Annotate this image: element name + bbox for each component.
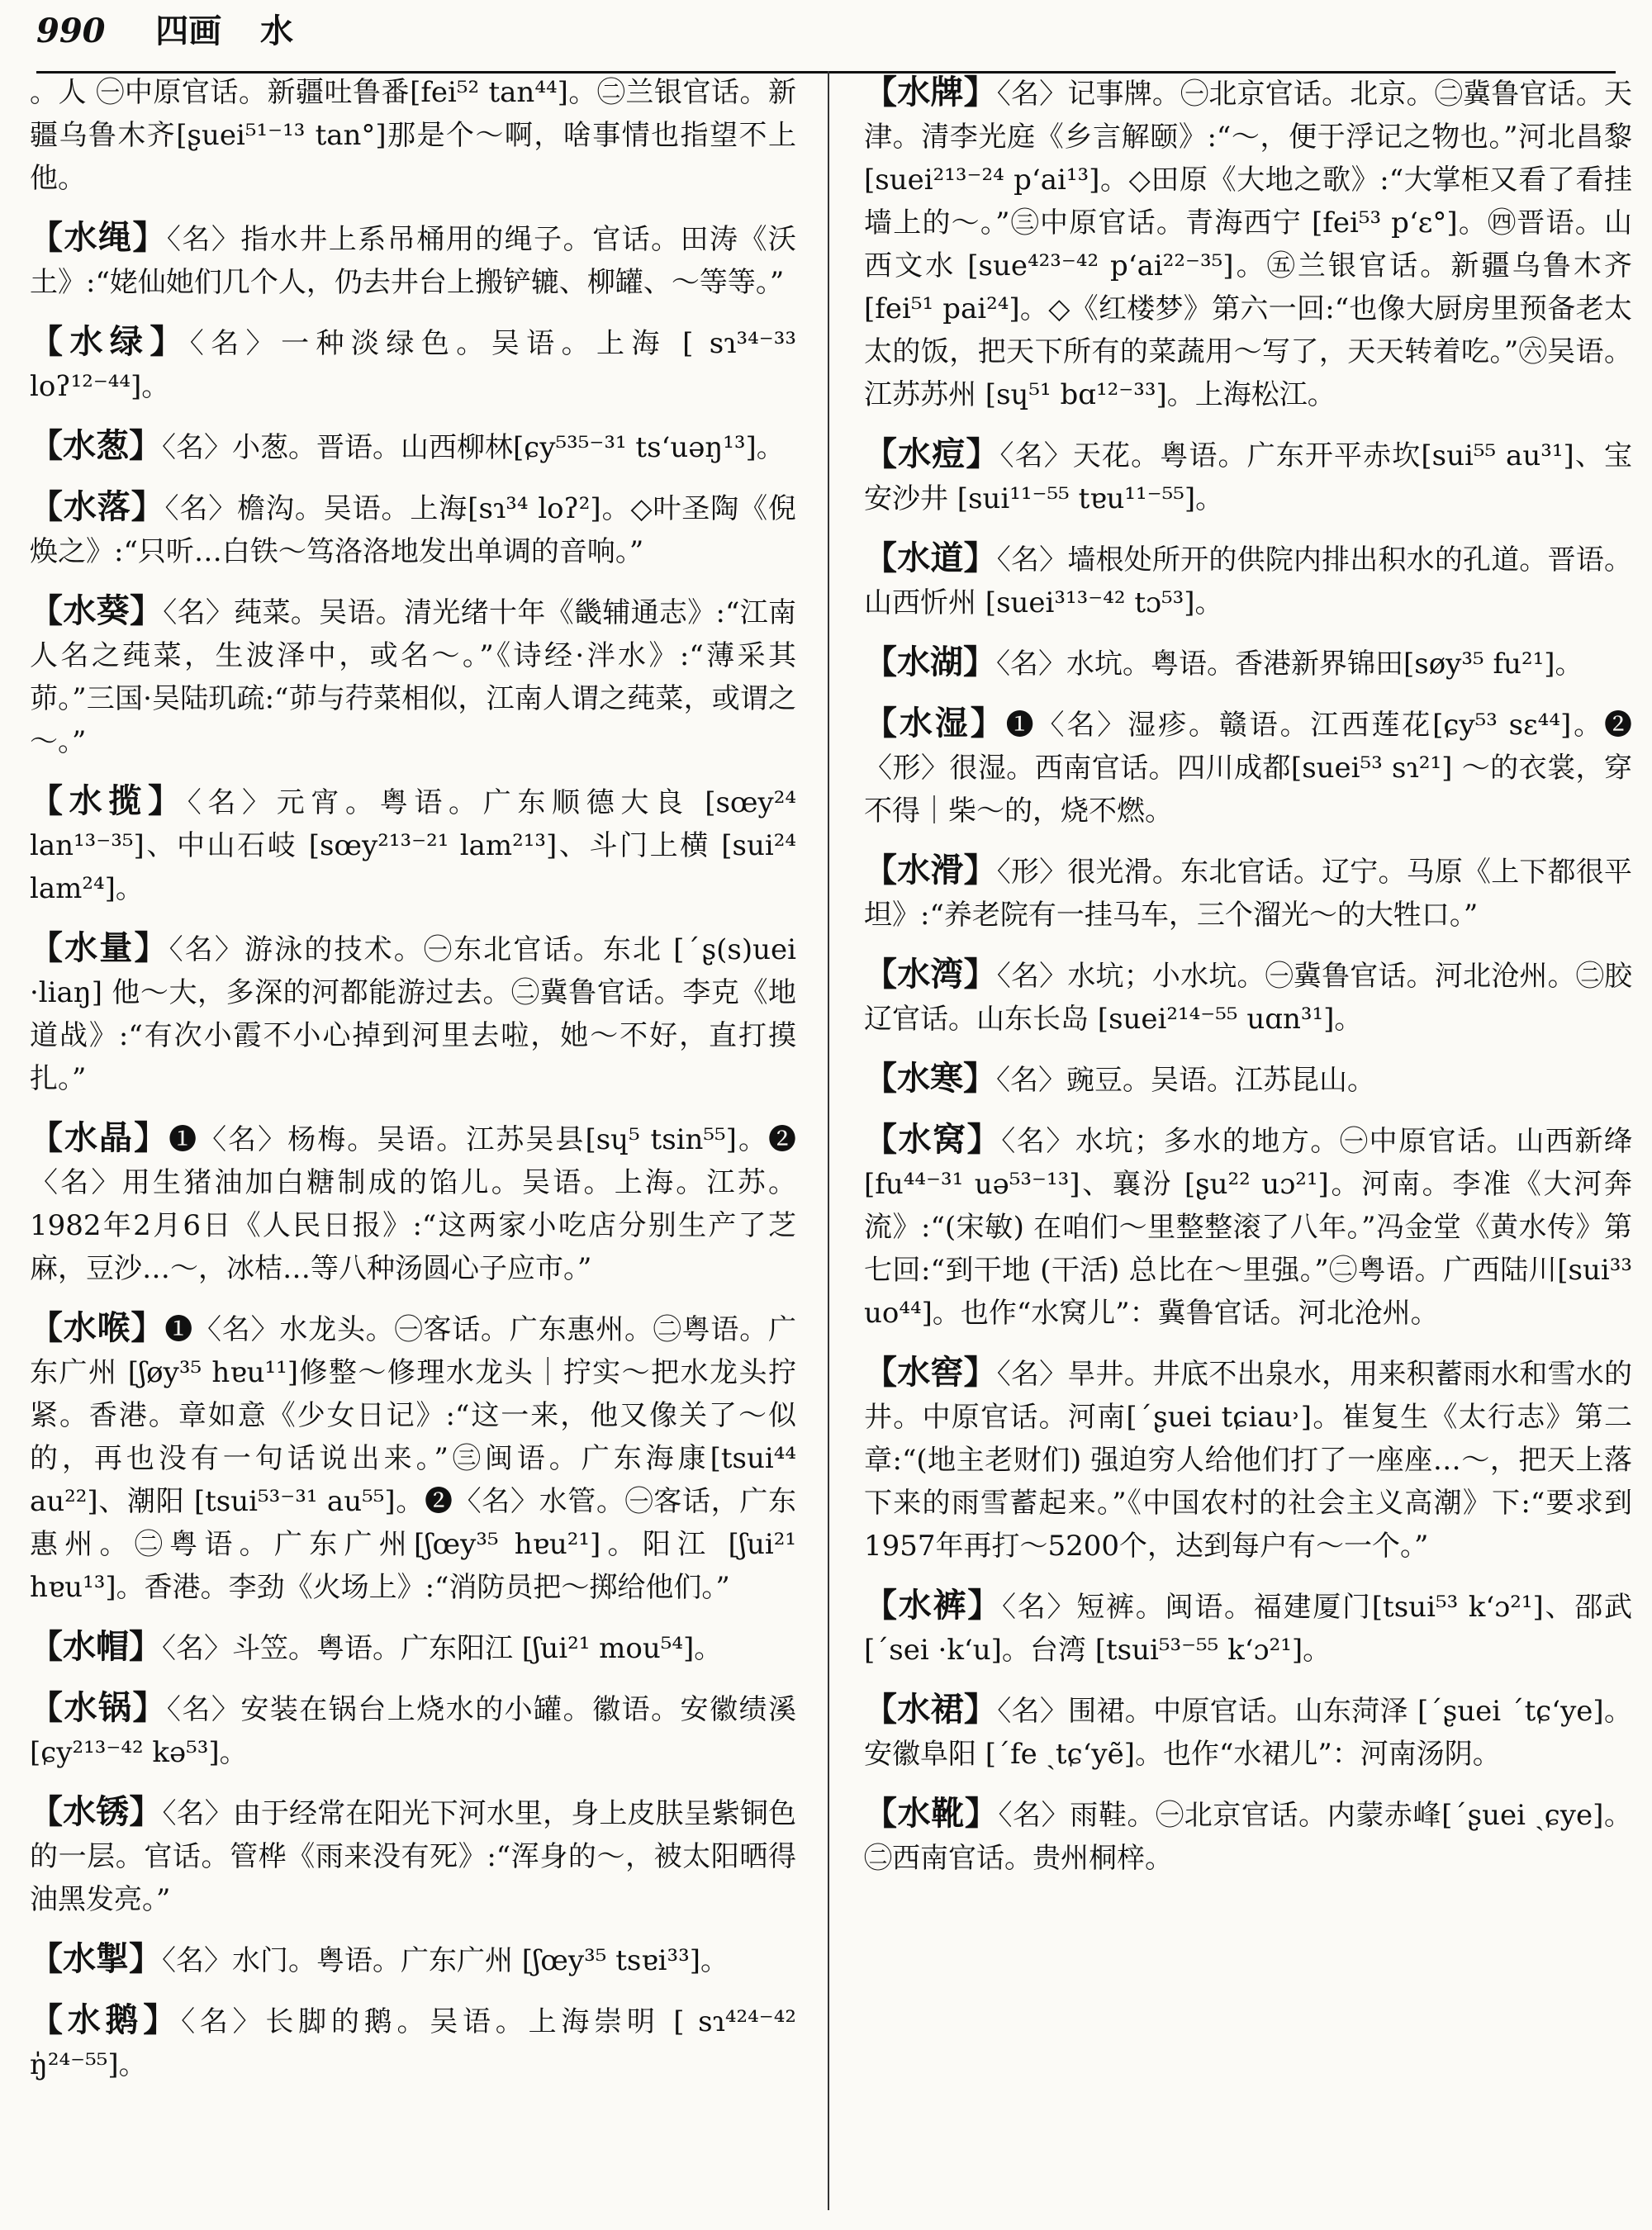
entry-shuiwan: 【水湾】〈名〉水坑；小水坑。㊀冀鲁官话。河北沧州。㊁胶辽官话。山东长岛 [suei²¹⁴⁻⁵⁵ uɑn³¹]。: [864, 955, 1632, 1036]
page-header: [36, 7, 1616, 74]
headword: 【水裙】: [864, 1690, 998, 1729]
headword: 【水落】: [30, 487, 165, 526]
right-column: [864, 71, 1632, 2222]
headword: 【水掣】: [30, 1939, 162, 1978]
entry-shuisheng: 【水绳】〈名〉指水井上系吊桶用的绳子。官话。田涛《沃土》:“姥仙她们几个人，仍去井台上搬铲辘、柳罐、～等等。”: [30, 218, 796, 299]
entry-shuiche: 【水掣】〈名〉水门。粤语。广东广州 [ʃœy³⁵ tsɐi³³]。: [30, 1939, 729, 1978]
entry-shuiluo: 【水落】〈名〉檐沟。吴语。上海[sɿ³⁴ loʔ²]。◇叶圣陶《倪焕之》:“只听…白铁～笃洛洛地发出单调的音响。”: [30, 487, 796, 568]
entry-shuihou: 【水喉】❶〈名〉水龙头。㊀客话。广东惠州。㊁粤语。广东广州 [ʃøy³⁵ hɐu¹¹]修整～修理水龙头｜拧实～把水龙头拧紧。香港。章如意《少女日记》:“这一来，他又像关了～似的，再也没有一句话说出来。”㊂闽语。广东海康[tsui⁴⁴ au²²]、潮阳 [tsui⁵³⁻³¹ au⁵⁵]。❷〈名〉水管。㊀客话，广东惠州。㊁粤语。广东广州[ʃœy³⁵ hɐu²¹]。阳江 [ʃui²¹ hɐu¹³]。香港。李劲《火场上》:“消防员把～掷给他们。”: [30, 1308, 796, 1604]
entry-shuilv: 【水绿】〈名〉一种淡绿色。吴语。上海 [ sɿ³⁴⁻³³ loʔ¹²⁻⁴⁴]。: [30, 322, 796, 403]
entry-shuixiu: 【水锈】〈名〉由于经常在阳光下河水里，身上皮肤呈紫铜色的一层。官话。管桦《雨来没有死》:“浑身的～，被太阳晒得油黑发亮。”: [30, 1792, 796, 1916]
entry-shuiliang: 【水量】〈名〉游泳的技术。㊀东北官话。东北 [ˊʂ(s)uei ·liaŋ] 他～大，多深的河都能游过去。㊁冀鲁官话。李克《地道战》:“有次小霞不小心掉到河里去啦，她～不好，直打摸扎。”: [30, 928, 796, 1095]
headword: 【水葱】: [30, 426, 162, 465]
entry-shuijing: 【水晶】❶〈名〉杨梅。吴语。江苏吴县[sɥ⁵ tsin⁵⁵]。❷〈名〉用生猪油加白糖制成的馅儿。吴语。上海。江苏。1982年2月6日《人民日报》:“这两家小吃店分别生产了芝麻，豆沙…～，冰桔…等八种汤圆心子应市。”: [30, 1118, 796, 1285]
headword: 【水窝】: [864, 1120, 1002, 1159]
page-number: 990: [36, 12, 106, 50]
headword: 【水量】: [30, 928, 169, 967]
headword: 【水绿】: [30, 322, 190, 361]
headword: 【水湿】: [864, 704, 1006, 743]
headword: 【水裤】: [864, 1586, 1003, 1625]
entry-shuidao: 【水道】〈名〉墙根处所开的供院内排出积水的孔道。晋语。山西忻州 [suei³¹³⁻⁴² tɔ⁵³]。: [864, 539, 1632, 619]
headword: 【水晶】: [30, 1118, 169, 1157]
entry-shuiku: 【水裤】〈名〉短裤。闽语。福建厦门[tsui⁵³ kʻɔ²¹]、邵武[ˊsei ·kʻu]。台湾 [tsui⁵³⁻⁵⁵ kʻɔ²¹]。: [864, 1586, 1632, 1667]
headword: 【水滑】: [864, 851, 997, 890]
headword: 【水痘】: [864, 434, 1000, 473]
entry-shuishi: 【水湿】❶〈名〉湿疹。赣语。江西莲花[ɕy⁵³ sɛ⁴⁴]。❷〈形〉很湿。西南官话。四川成都[suei⁵³ sɿ²¹] ～的衣裳，穿不得｜柴～的，烧不燃。: [864, 704, 1632, 828]
headword: 【水喉】: [30, 1308, 165, 1347]
headword: 【水绳】: [30, 218, 167, 257]
headword: 【水锈】: [30, 1792, 163, 1831]
entry-shuijiao: 【水窖】〈名〉旱井。井底不出泉水，用来积蓄雨水和雪水的井。中原官话。河南[ˊʂuei tɕiau˒]。崔复生《太行志》第二章:“(地主老财们) 强迫穷人给他们打了一座座…～，把天上落下来的雨雪蓄起来。”《中国农村的社会主义高潮》下:“要求到1957年再打～5200个，达到每户有～一个。”: [864, 1353, 1632, 1563]
headword: 【水道】: [864, 539, 997, 577]
entry-shuihua: 【水滑】〈形〉很光滑。东北官话。辽宁。马原《上下都很平坦》:“养老院有一挂马车，三个溜光～的大牲口。”: [864, 851, 1632, 932]
section-label: 四画: [155, 12, 222, 50]
entry-shuihu: 【水湖】〈名〉水坑。粤语。香港新界锦田[søy³⁵ fu²¹]。: [864, 643, 1583, 681]
headword: 【水湖】: [864, 643, 996, 681]
headword: 【水锅】: [30, 1688, 167, 1727]
headword: 【水窖】: [864, 1353, 997, 1392]
entry-shuiguo: 【水锅】〈名〉安装在锅台上烧水的小罐。徽语。安徽绩溪 [ɕy²¹³⁻⁴² kə⁵³]。: [30, 1688, 796, 1769]
headword: 【水牌】: [864, 73, 997, 112]
headword: 【水帽】: [30, 1627, 162, 1666]
headword: 【水湾】: [864, 955, 997, 994]
entry-shuiqun: 【水裙】〈名〉围裙。中原官话。山东菏泽 [ˊʂuei ˊtɕʻye]。安徽阜阳 [ˊfe ˏtɕʻyẽ]。也作“水裙儿”：河南汤阴。: [864, 1690, 1632, 1771]
radical-label: 水: [259, 12, 293, 50]
entry-shuiwo: 【水窝】〈名〉水坑；多水的地方。㊀中原官话。山西新绛[fu⁴⁴⁻³¹ uə⁵³⁻¹³]、襄汾 [ʂu²² uɔ²¹]。河南。李准《大河奔流》:“(宋敏) 在咱们～里整整滚了八年。”冯金堂《黄水传》第七回:“到干地 (干活) 总比在～里强。”㊁粤语。广西陆川[sui³³ uo⁴⁴]。也作“水窝儿”：冀鲁官话。河北沧州。: [864, 1120, 1632, 1330]
headword: 【水寒】: [864, 1059, 996, 1098]
headword: 【水揽】: [30, 781, 188, 820]
entry-continuation: 。人 ㊀中原官话。新疆吐鲁番[fei⁵² tan⁴⁴]。㊁兰银官话。新疆乌鲁木齐[ʂuei⁵¹⁻¹³ tan°]那是个～啊，啥事情也指望不上他。: [30, 76, 796, 195]
headword: 【水葵】: [30, 591, 164, 630]
column-divider: [828, 71, 829, 2210]
entry-shuicong: 【水葱】〈名〉小葱。晋语。山西柳林[ɕy⁵³⁵⁻³¹ tsʻuəŋ¹³]。: [30, 426, 785, 465]
entry-shuie: 【水鹅】〈名〉长脚的鹅。吴语。上海崇明 [ sɿ⁴²⁴⁻⁴² ŋ̍²⁴⁻⁵⁵]。: [30, 2000, 796, 2081]
entry-shuixue: 【水靴】〈名〉雨鞋。㊀北京官话。内蒙赤峰[ˊʂuei ˏɕye]。㊁西南官话。贵州桐梓。: [864, 1794, 1632, 1875]
entry-shuimao: 【水帽】〈名〉斗笠。粤语。广东阳江 [ʃui²¹ mou⁵⁴]。: [30, 1627, 723, 1666]
entry-shuilan: 【水揽】〈名〉元宵。粤语。广东顺德大良 [sœy²⁴ lan¹³⁻³⁵]、中山石岐 [sœy²¹³⁻²¹ lam²¹³]、斗门上横 [sui²⁴ lam²⁴]。: [30, 781, 796, 905]
headword: 【水鹅】: [30, 2000, 182, 2039]
entry-shuikui: 【水葵】〈名〉莼菜。吴语。清光绪十年《畿辅通志》:“江南人名之莼菜，生波泽中，或名～。”《诗经·泮水》:“薄采其茆。”三国·吴陆玑疏:“茆与荇菜相似，江南人谓之莼菜，或谓之～。”: [30, 591, 796, 758]
entry-shuidou: 【水痘】〈名〉天花。粤语。广东开平赤坎[sui⁵⁵ au³¹]、宝安沙井 [sui¹¹⁻⁵⁵ tɐu¹¹⁻⁵⁵]。: [864, 434, 1632, 515]
headword: 【水靴】: [864, 1794, 999, 1833]
entry-shuipai: 【水牌】〈名〉记事牌。㊀北京官话。北京。㊁冀鲁官话。天津。清李光庭《乡言解颐》:“～，便于浮记之物也。”河北昌黎 [suei²¹³⁻²⁴ pʻai¹³]。◇田原《大地之歌》:“大掌柜又看了看挂墙上的～。”㊂中原官话。青海西宁 [fei⁵³ pʻɛ°]。㊃晋语。山西文水 [sue⁴²³⁻⁴² pʻai²²⁻³⁵]。㊄兰银官话。新疆乌鲁木齐 [fei⁵¹ pai²⁴]。◇《红楼梦》第六一回:“也像大厨房里预备老太太的饭，把天下所有的菜蔬用～写了，天天转着吃。”㊅吴语。江苏苏州 [sɥ⁵¹ bɑ¹²⁻³³]。上海松江。: [864, 73, 1632, 411]
left-column: [30, 71, 796, 2222]
entry-shuihan: 【水寒】〈名〉豌豆。吴语。江苏昆山。: [864, 1059, 1375, 1098]
